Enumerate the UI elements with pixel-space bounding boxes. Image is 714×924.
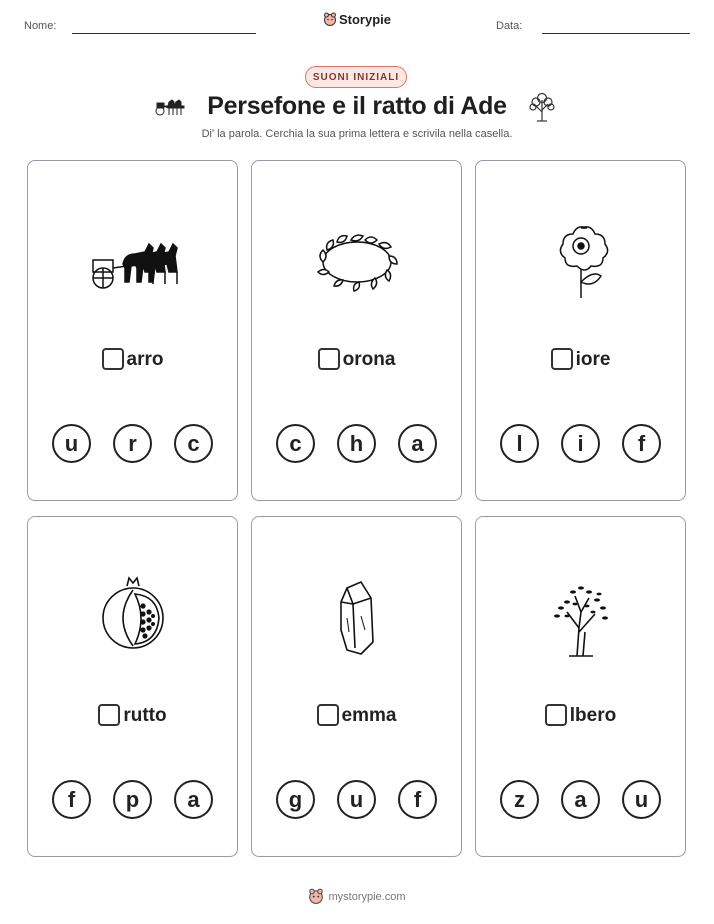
date-label: Data: — [496, 20, 523, 32]
letter-options — [252, 424, 461, 463]
answer-box[interactable] — [318, 348, 340, 370]
letter-option[interactable]: a — [561, 780, 600, 819]
letter-option[interactable]: a — [174, 780, 213, 819]
word-card — [251, 516, 462, 857]
page-title: Persefone e il ratto di Ade — [207, 92, 507, 120]
word-with-blank — [476, 348, 685, 371]
flower-icon — [531, 216, 631, 306]
chariot-icon — [83, 216, 183, 306]
letter-option[interactable]: f — [52, 780, 91, 819]
name-label: Nome: — [24, 20, 57, 32]
word-ending: iore — [575, 349, 611, 370]
letter-option[interactable]: u — [622, 780, 661, 819]
answer-box[interactable] — [545, 704, 567, 726]
letter-option[interactable]: z — [500, 780, 539, 819]
footer-url[interactable]: mystorypie.com — [328, 891, 406, 903]
letter-option[interactable]: g — [276, 780, 315, 819]
word-with-blank — [252, 348, 461, 371]
answer-box[interactable] — [98, 704, 120, 726]
letter-option[interactable]: i — [561, 424, 600, 463]
word-card — [475, 516, 686, 857]
instructions: Di' la parola. Cerchia la sua prima lettera e scrivila nella casella. — [201, 128, 513, 140]
word-card — [27, 516, 238, 857]
letter-option[interactable]: f — [622, 424, 661, 463]
category-badge: SUONI INIZIALI — [305, 66, 407, 88]
letter-options — [476, 424, 685, 463]
word-ending: arro — [126, 349, 164, 370]
word-with-blank — [476, 704, 685, 727]
letter-option[interactable]: f — [398, 780, 437, 819]
letter-option[interactable]: a — [398, 424, 437, 463]
letter-options — [476, 780, 685, 819]
letter-option[interactable]: l — [500, 424, 539, 463]
letter-option[interactable]: r — [113, 424, 152, 463]
word-with-blank — [28, 348, 237, 371]
word-card — [475, 160, 686, 501]
word-with-blank — [252, 704, 461, 727]
letter-options — [28, 780, 237, 819]
date-line[interactable] — [542, 33, 690, 34]
pomegranate-icon — [83, 572, 183, 662]
tree-icon — [531, 572, 631, 662]
word-ending: emma — [341, 705, 397, 726]
storypie-mascot-icon — [308, 888, 324, 904]
gem-icon — [307, 572, 407, 662]
word-ending: rutto — [123, 705, 167, 726]
word-card — [251, 160, 462, 501]
tree-small-icon — [528, 92, 556, 122]
letter-options — [252, 780, 461, 819]
word-ending: orona — [342, 349, 396, 370]
answer-box[interactable] — [551, 348, 573, 370]
letter-option[interactable]: u — [337, 780, 376, 819]
answer-box[interactable] — [317, 704, 339, 726]
letter-option[interactable]: u — [52, 424, 91, 463]
word-card — [27, 160, 238, 501]
footer — [0, 888, 714, 904]
storypie-mascot-icon — [323, 12, 337, 26]
word-with-blank — [28, 704, 237, 727]
answer-box[interactable] — [102, 348, 124, 370]
letter-option[interactable]: p — [113, 780, 152, 819]
wreath-icon — [307, 216, 407, 306]
word-ending: lbero — [569, 705, 617, 726]
letter-option[interactable]: c — [174, 424, 213, 463]
brand-name: Storypie — [338, 12, 391, 27]
name-line[interactable] — [72, 33, 256, 34]
brand-logo — [0, 12, 714, 27]
letter-options — [28, 424, 237, 463]
letter-option[interactable]: c — [276, 424, 315, 463]
letter-option[interactable]: h — [337, 424, 376, 463]
